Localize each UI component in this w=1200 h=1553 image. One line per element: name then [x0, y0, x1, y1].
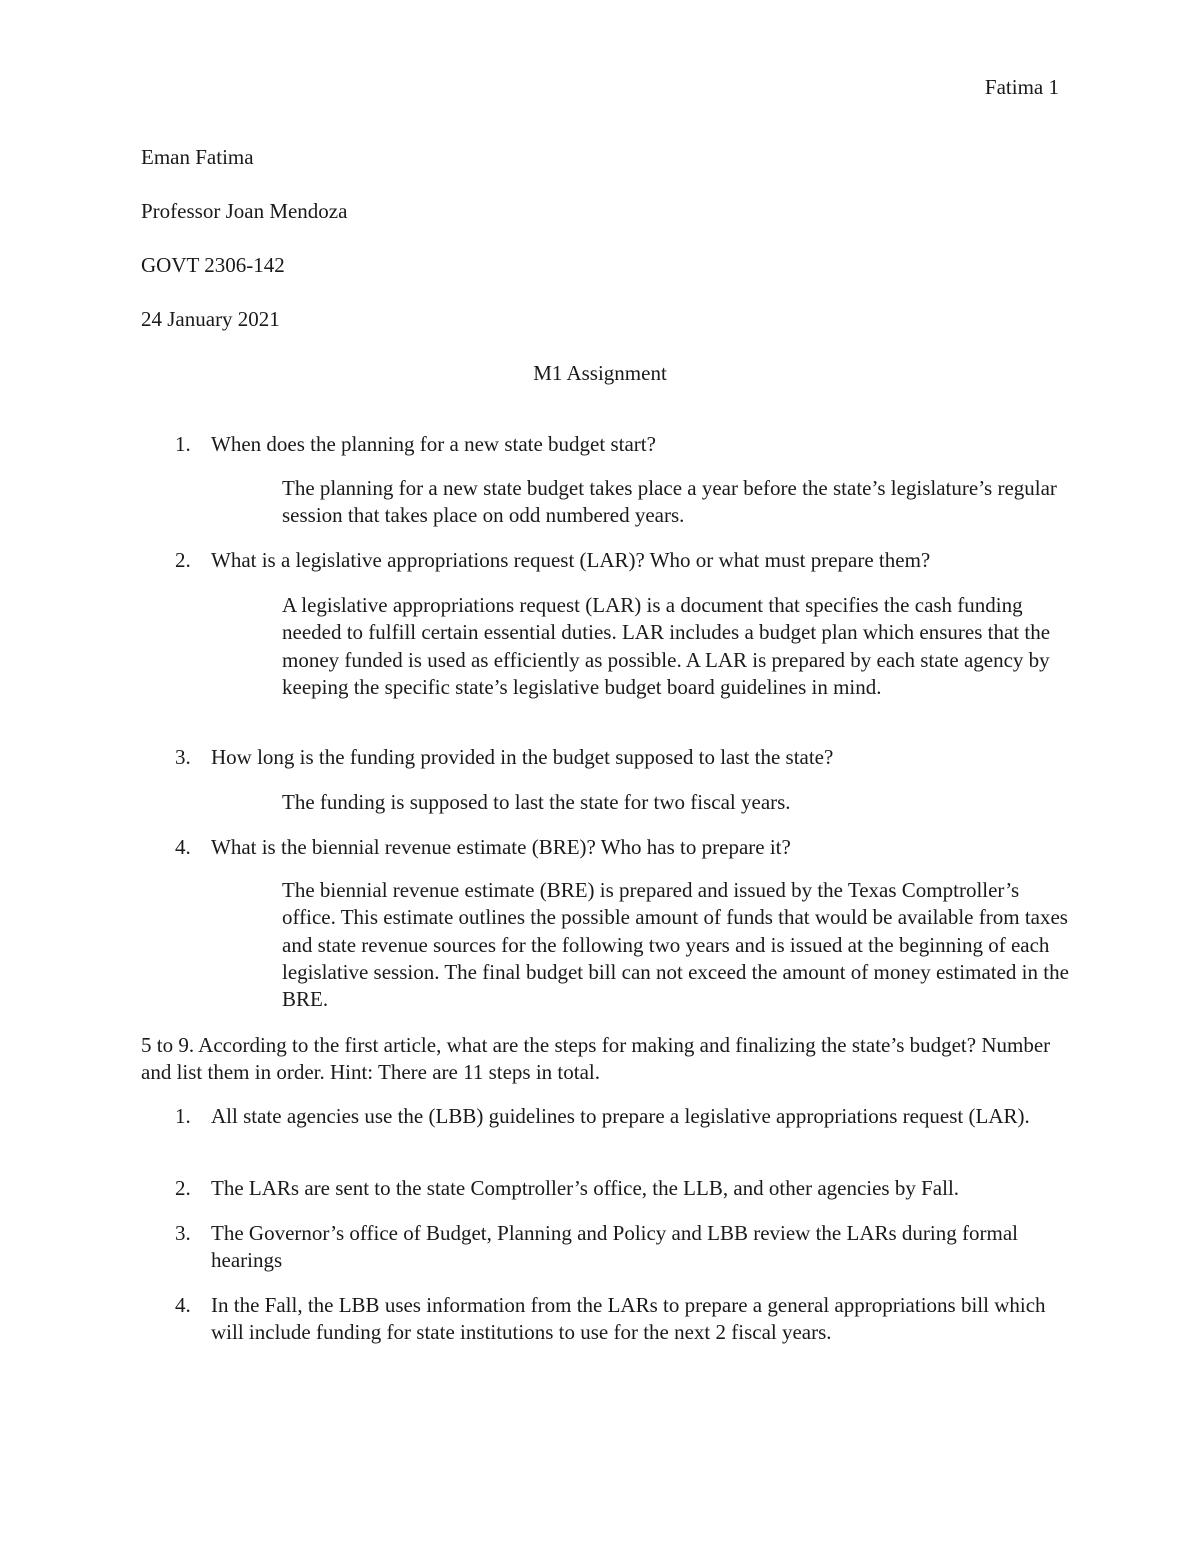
answer-text: The biennial revenue estimate (BRE) is prepared and issued by the Texas Comptroller’s office. This estimate outlines the possible amount of funds that would be available from taxes and state revenue sources for the following two years and is issued at the beginning of each legislative session. The final budget bill can not exceed the amount of money estimated in the BRE.: [282, 878, 1069, 1012]
course-code: GOVT 2306-142: [141, 253, 285, 277]
question-number: 1.: [175, 432, 191, 456]
answer-text: The planning for a new state budget takes place a year before the state’s legislature’s regular session that takes place on odd numbered years.: [282, 476, 1057, 528]
question-text: What is the biennial revenue estimate (BRE)? Who has to prepare it?: [211, 835, 791, 859]
question-text: What is a legislative appropriations request (LAR)? Who or what must prepare them?: [211, 548, 931, 572]
date: 24 January 2021: [141, 307, 280, 331]
question-text: When does the planning for a new state budget start?: [211, 432, 656, 456]
question-text: How long is the funding provided in the budget supposed to last the state?: [211, 745, 834, 769]
student-name: Eman Fatima: [141, 145, 254, 169]
step-text: The Governor’s office of Budget, Planning and Policy and LBB review the LARs during formal hearings: [211, 1221, 1018, 1273]
answer-text: The funding is supposed to last the state for two fiscal years.: [282, 790, 791, 814]
step-number: 2.: [175, 1176, 191, 1200]
step-text: All state agencies use the (LBB) guidelines to prepare a legislative appropriations request (LAR).: [211, 1104, 1030, 1128]
steps-intro: 5 to 9. According to the first article, what are the steps for making and finalizing the state’s budget? Number and list them in order. Hint: There are 11 steps in total.: [141, 1033, 1051, 1084]
step-number: 3.: [175, 1221, 191, 1245]
step-number: 4.: [175, 1293, 191, 1317]
question-number: 2.: [175, 548, 191, 572]
step-text: The LARs are sent to the state Comptroller’s office, the LLB, and other agencies by Fall.: [211, 1176, 960, 1200]
document-title: M1 Assignment: [533, 361, 667, 385]
professor-name: Professor Joan Mendoza: [141, 199, 348, 223]
question-number: 3.: [175, 745, 191, 769]
step-text: In the Fall, the LBB uses information from the LARs to prepare a general appropriations bill which will include funding for state institutions to use for the next 2 fiscal years.: [211, 1293, 1046, 1345]
header-block: [141, 144, 347, 360]
step-number: 1.: [175, 1104, 191, 1128]
question-number: 4.: [175, 835, 191, 859]
answer-text: A legislative appropriations request (LAR) is a document that specifies the cash funding needed to fulfill certain essential duties. LAR includes a budget plan which ensures that the money funded is used as efficiently as possible. A LAR is prepared by each state agency by keeping the specific state’s legislative budget board guidelines in mind.: [282, 593, 1051, 699]
running-head: Fatima 1: [984, 75, 1059, 99]
